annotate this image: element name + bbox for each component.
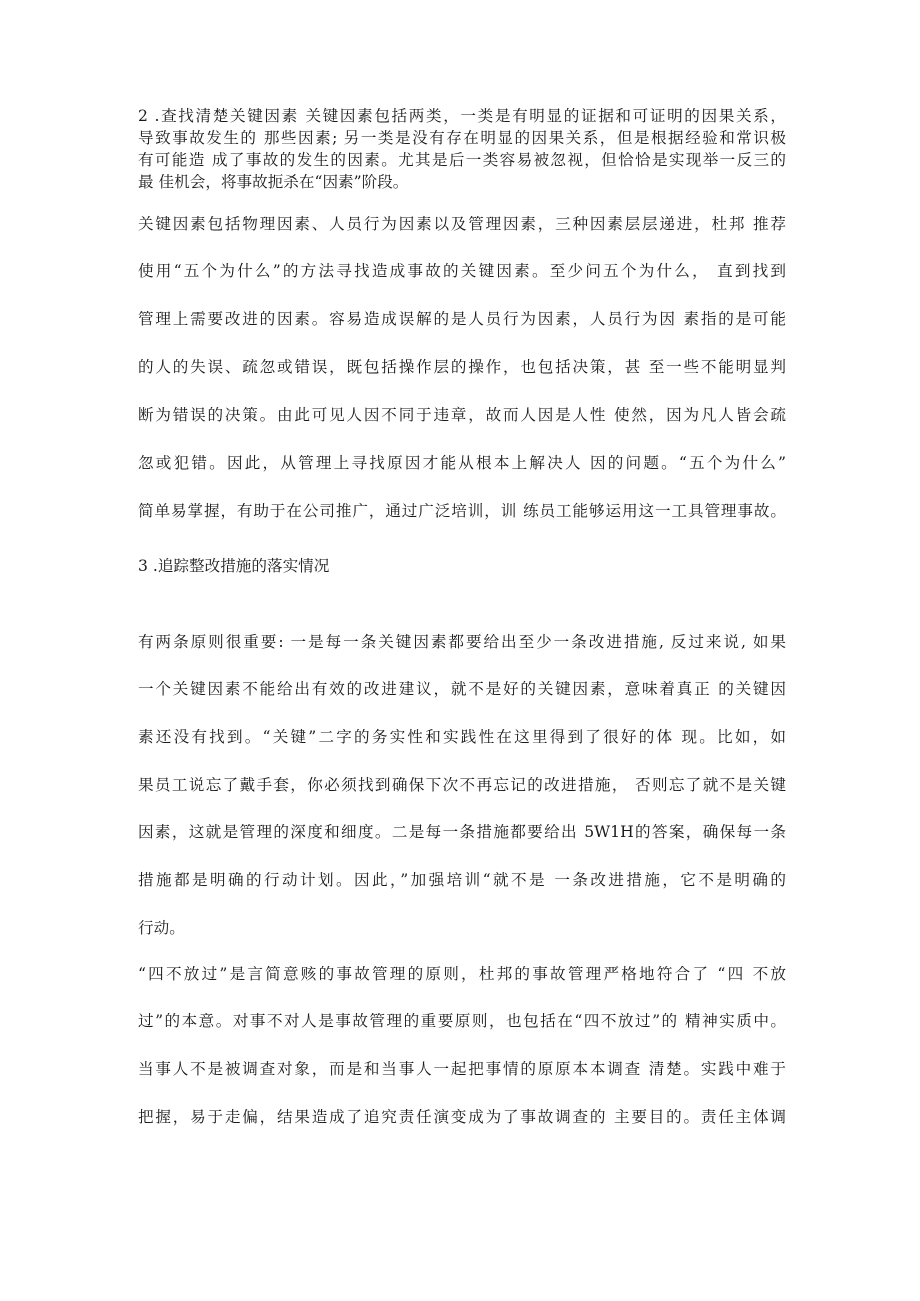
text-line: 有可能造 成了事故的发生的因素。尤其是后一类容易被忽视，但恰恰是实现举一反三的 <box>138 151 786 169</box>
section-heading: 3 .追踪整改措施的落实情况 <box>138 557 330 575</box>
text-line: 最 佳机会，将事故扼杀在“因素”阶段。 <box>138 173 409 191</box>
text-line: 一个关键因素不能给出有效的改进建议，就不是好的关键因素，意味着真正 的关键因 <box>138 680 786 698</box>
text-line: 果员工说忘了戴手套，你必须找到确保下次不再忘记的改进措施， 否则忘了就不是关键 <box>138 776 786 794</box>
text-line: 素还没有找到。“关键”二字的务实性和实践性在这里得到了很好的体 现。比如，如 <box>138 728 786 746</box>
text-line: “四不放过”是言简意赅的事故管理的原则，杜邦的事故管理严格地符合了 “四 不放 <box>138 965 786 983</box>
text-line: 的人的失误、疏忽或错误，既包括操作层的操作，也包括决策，甚 至一些不能明显判 <box>138 358 786 376</box>
text-line: 使用“五个为什么”的方法寻找造成事故的关键因素。至少问五个为什么， 直到找到 <box>138 262 786 280</box>
text-line: 行动。 <box>138 919 185 937</box>
text-line: 管理上需要改进的因素。容易造成误解的是人员行为因素，人员行为因 素指的是可能 <box>138 310 786 328</box>
text-line: 措施都是明确的行动计划。因此，”加强培训“就不是 一条改进措施，它不是明确的 <box>138 871 786 889</box>
text-line: 当事人不是被调查对象，而是和当事人一起把事情的原原本本调查 清楚。实践中难于 <box>138 1060 786 1078</box>
text-line: 有两条原则很重要: 一是每一条关键因素都要给出至少一条改进措施, 反过来说, 如果 <box>138 633 786 651</box>
text-line: 关键因素包括物理因素、人员行为因素以及管理因素，三种因素层层递进，杜邦 推荐 <box>138 215 786 233</box>
text-line: 把握，易于走偏，结果造成了追究责任演变成为了事故调查的 主要目的。责任主体调 <box>138 1108 786 1126</box>
text-line: 因素，这就是管理的深度和细度。二是每一条措施都要给出 5W1H的答案，确保每一条 <box>138 823 786 841</box>
text-line: 断为错误的决策。由此可见人因不同于违章，故而人因是人性 使然，因为凡人皆会疏 <box>138 406 786 424</box>
text-line: 简单易掌握，有助于在公司推广，通过广泛培训，训 练员工能够运用这一工具管理事故。 <box>138 502 786 520</box>
text-line: 2 .查找清楚关键因素 关键因素包括两类，一类是有明显的证据和可证明的因果关系， <box>138 107 786 125</box>
text-line: 忽或犯错。因此，从管理上寻找原因才能从根本上解决人 因的问题。“五个为什么” <box>138 454 786 472</box>
text-line: 导致事故发生的 那些因素; 另一类是没有存在明显的因果关系，但是根据经验和常识极 <box>138 129 786 147</box>
text-line: 过”的本意。对事不对人是事故管理的重要原则，也包括在“四不放过”的 精神实质中。 <box>138 1012 786 1030</box>
